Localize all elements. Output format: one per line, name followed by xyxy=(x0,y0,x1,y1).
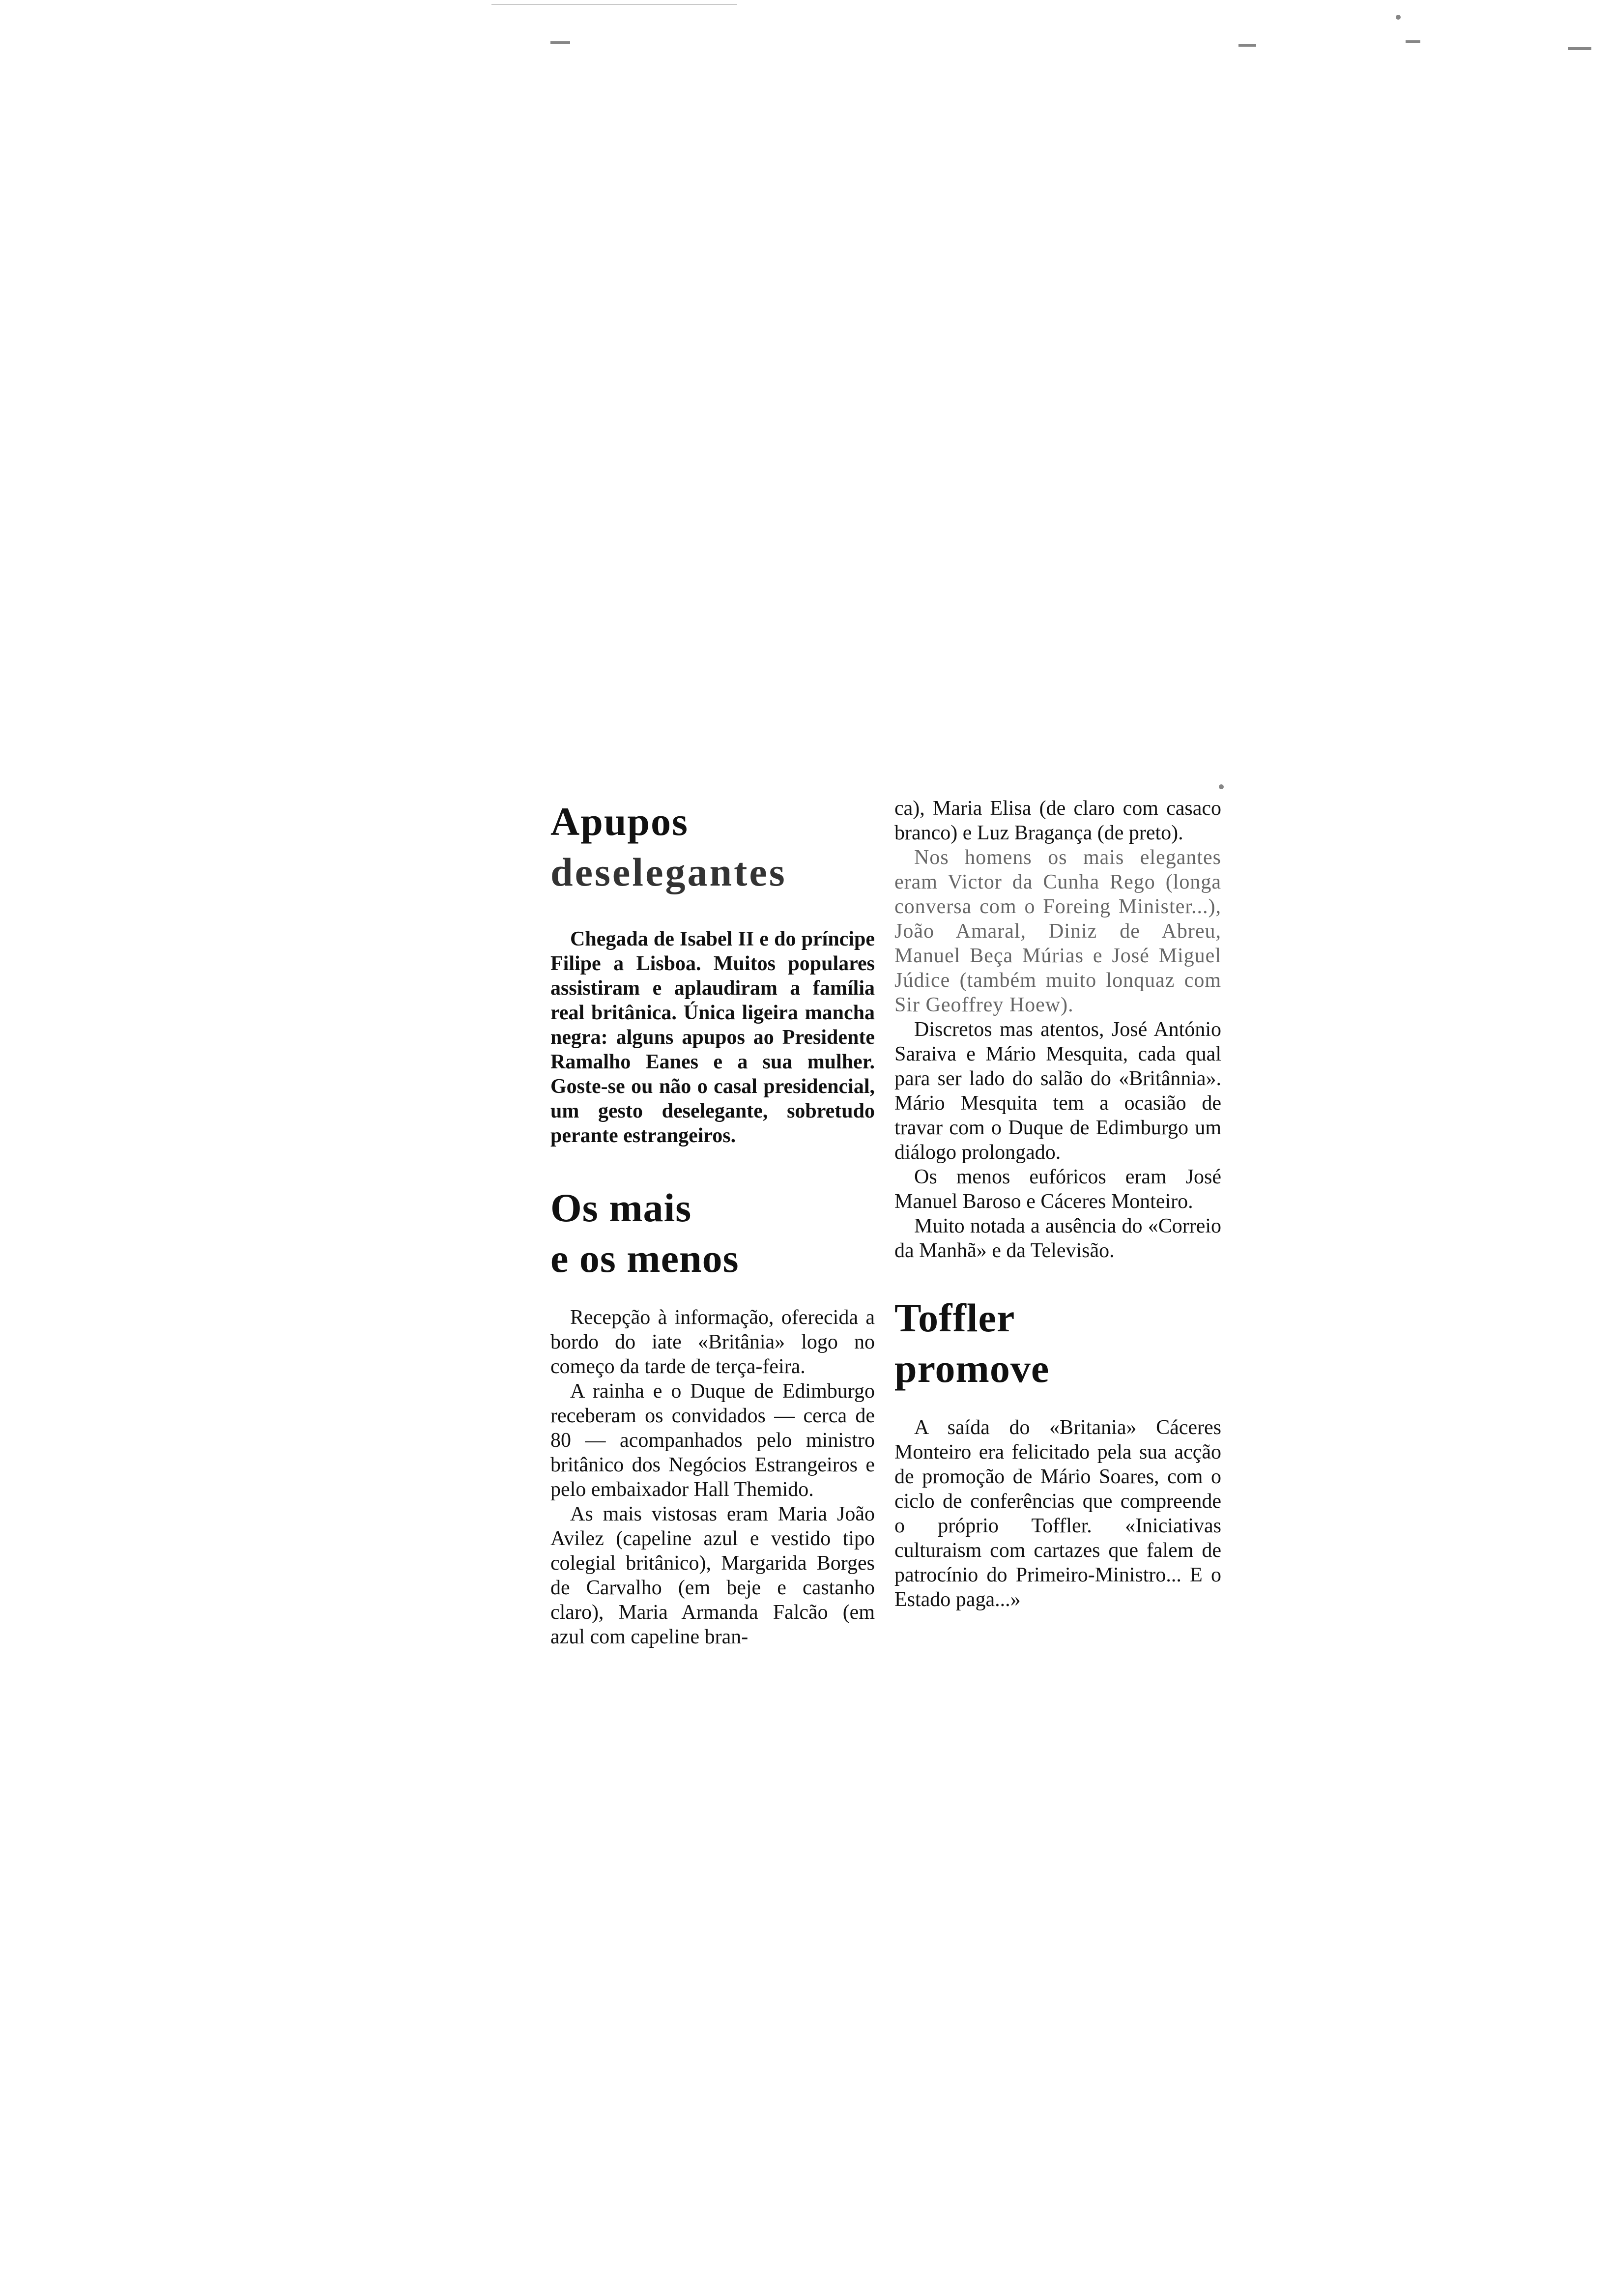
scan-artifact xyxy=(1396,15,1401,20)
article-paragraph: A saída do «Britania» Cáceres Monteiro era felicitado pela sua acção de promoção de Mário Soares, com o ciclo de conferências que compreende o próprio Toffler. «Iniciativas culturaism com cartazes que falem de patrocínio do Primeiro-Ministro... E o Estado paga...» xyxy=(894,1416,1221,1611)
scan-artifact xyxy=(1406,40,1420,43)
scan-artifact xyxy=(1219,784,1224,789)
headline-apupos-deselegantes xyxy=(550,796,875,897)
headline-line: promove xyxy=(894,1346,1050,1391)
headline-toffler-promove xyxy=(894,1292,1221,1394)
article-paragraph: Muito notada a ausência do «Correio da Manhã» e da Televisão. xyxy=(894,1215,1221,1262)
article-paragraph: Recepção à informação, oferecida a bordo do iate «Britânia» logo no começo da tarde de terça-feira. xyxy=(550,1306,875,1378)
headline-line: e os menos xyxy=(550,1236,739,1281)
article-paragraph: As mais vistosas eram Maria João Avilez (capeline azul e vestido tipo colegial britânico), Margarida Borges de Carvalho (em beje e castanho claro), Maria Armanda Falcão (em azul com capeline bran- xyxy=(550,1503,875,1648)
headline-line: Os mais xyxy=(550,1185,692,1230)
scan-artifact xyxy=(1568,47,1591,50)
headline-line: deselegantes xyxy=(550,850,787,894)
headline-line: Apupos xyxy=(550,799,689,844)
left-column xyxy=(550,786,875,1649)
scan-artifact xyxy=(1238,44,1256,47)
article-paragraph: Chegada de Isabel II e do príncipe Filipe a Lisboa. Muitos populares assistiram e aplaudiram a família real britânica. Única ligeira mancha negra: alguns apupos ao Presidente Ramalho Eanes e a sua mulher. Goste-se ou não o casal presidencial, um gesto deselegante, sobretudo perante estrangeiros. xyxy=(550,928,875,1147)
right-column xyxy=(894,796,1221,1612)
article-paragraph: Nos homens os mais elegantes eram Victor da Cunha Rego (longa conversa com o Foreing Minister...), João Amaral, Diniz de Abreu, Manuel Beça Múrias e José Miguel Júdice (também muito lonquaz com Sir Geoffrey Hoew). xyxy=(894,846,1221,1016)
article-paragraph: Os menos eufóricos eram José Manuel Baroso e Cáceres Monteiro. xyxy=(894,1166,1221,1213)
scan-artifact xyxy=(491,4,737,5)
article-paragraph: Discretos mas atentos, José António Saraiva e Mário Mesquita, cada qual para ser lado do salão do «Britânnia». Mário Mesquita tem a ocasião de travar com o Duque de Edimburgo um diálogo prolongado. xyxy=(894,1018,1221,1164)
headline-line: Toffler xyxy=(894,1295,1015,1340)
headline-os-mais-e-os-menos xyxy=(550,1182,875,1284)
scan-artifact xyxy=(550,41,570,44)
article-paragraph: ca), Maria Elisa (de claro com casaco branco) e Luz Bragança (de preto). xyxy=(894,797,1221,844)
article-paragraph: A rainha e o Duque de Edimburgo receberam os convidados — cerca de 80 — acompanhados pelo ministro britânico dos Negócios Estrangeiros e pelo embaixador Hall Themido. xyxy=(550,1380,875,1501)
